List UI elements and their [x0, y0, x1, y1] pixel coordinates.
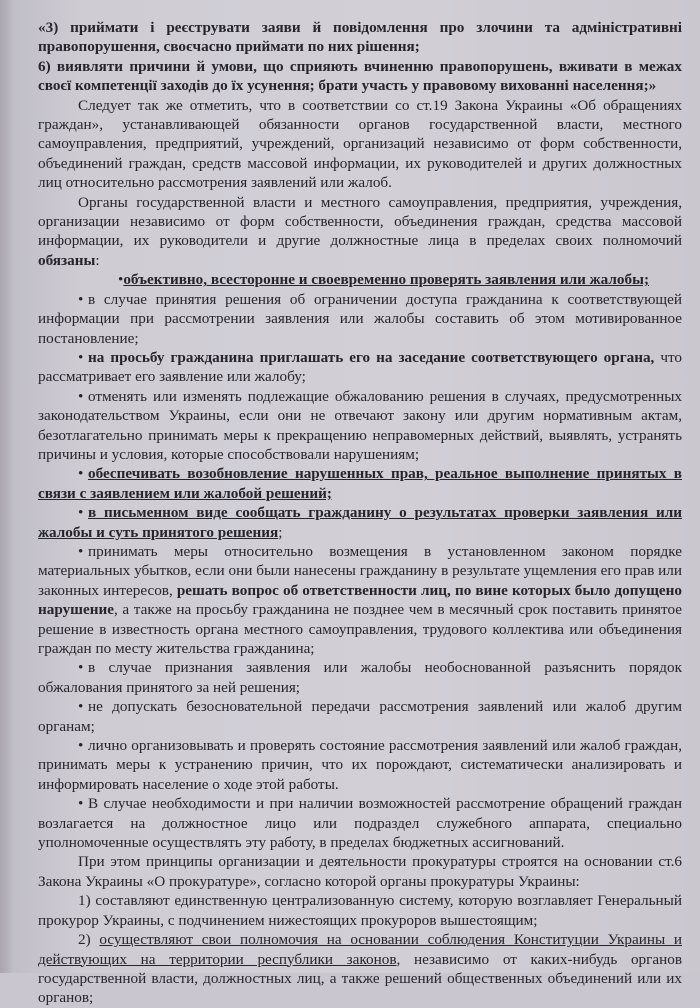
bullet-icon: •: [78, 387, 84, 405]
principle-item-2: [38, 930, 682, 1008]
obligations-colon: :: [95, 251, 100, 269]
bullet-text: В случае необходимости и при наличии возможностей рассмотрение обращений граждан возлагается на должностное лицо или подраздел служебного аппарата, специально уполномоченные осуществлять эту работу, в пределах бюджетных ассигнований.: [38, 795, 682, 852]
bullet-item-inform: [38, 503, 682, 542]
bullet-item-necessity: [38, 794, 682, 852]
paragraph-obligations-intro: [38, 193, 682, 271]
bullet-text: лично организовывать и проверять состояние рассмотрения заявлений или жалоб граждан, принимать меры к устранению причин, что их порождают, систематически анализировать и информировать население о ходе этой работы.: [38, 737, 682, 793]
bullet-text-end: ;: [278, 523, 283, 541]
bullet-item-damages: [38, 542, 682, 658]
obligations-keyword: обязаны: [38, 251, 96, 269]
bullet-text-bold: на просьбу гражданина приглашать его на заседание соответствующего органа,: [88, 348, 655, 366]
bullet-text: отменять или изменять подлежащие обжалованию решения в случаях, предусмотренных законодательством Украины, если они не отвечают закону или другим нормативным актам, безотлагательно принимать меры к прекращению неправомерных действий, выявлять, устранять причины и условия, которые способствовали нарушениям;: [38, 387, 682, 463]
bullet-text-cont: , а также на просьбу гражданина не позднее чем в месячный срок поставить принятое решение в известность органа местного самоуправления, трудового коллектива или объединения граждан по месту жительства гражданина;: [38, 601, 682, 657]
bullet-icon: •: [118, 271, 124, 289]
quote-item-3: «3) приймати і реєструвати заяви й повідомлення про злочини та адміністративні правопорушення, своєчасно приймати по них рішення;: [38, 19, 682, 56]
bullet-text: объективно, всесторонне и своевременно проверять заявления или жалобы;: [123, 271, 650, 289]
paragraph-prosecutor-principles: При этом принципы организации и деятельности прокуратуры строятся на основании ст.6 Закона Украины «О прокуратуре», согласно которой органы прокуратуры Украины:: [38, 853, 682, 890]
bullet-text: что рассматривает его заявление или жалобу;: [38, 348, 683, 386]
bullet-item-restore: [38, 464, 682, 503]
principle-item-1: 1) составляют единственную централизованную систему, которую возглавляет Генеральный прокурор Украины, с подчинением нижестоящих прокуроров вышестоящим;: [38, 892, 682, 929]
bullet-item-cancel: [38, 387, 682, 465]
bullet-icon: •: [78, 504, 84, 522]
bullet-icon: •: [78, 542, 84, 560]
bullet-text-bold: решать вопрос об ответственности лиц, по вине которых было допущено нарушение: [38, 581, 682, 619]
obligations-intro-text: Органы государственной власти и местного самоуправления, предприятия, учреждения, организации независимо от форм собственности, объединения граждан, средства массовой информации, их руководители и другие должностные лица в пределах своих полномочий: [38, 193, 682, 250]
bullet-item-transfer: [38, 697, 682, 736]
paragraph-article-19: Следует так же отметить, что в соответствии со ст.19 Закона Украины «Об обращениях граждан», устанавливающей обязанности органов государственной власти, местного самоуправления, предприятий, учреждений, организаций независимо от форм собственности, объединений граждан, средств массовой информации, их руководителей и других должностных лиц относительно рассмотрения заявлений или жалоб.: [38, 96, 682, 192]
bullet-item-unfounded: [38, 658, 682, 697]
bullet-text: в письменном виде сообщать гражданину о результатах проверки заявления или жалобы и суть принятого решения: [38, 504, 682, 541]
bullet-icon: •: [78, 290, 84, 308]
bullet-text: в случае принятия решения об ограничении доступа гражданина к соответствующей информации при рассмотрении заявления или жалобы составить об этом мотивированное постановление;: [38, 290, 682, 347]
principle-underlined: осуществляют свои полномочия на основании соблюдения Конституции Украины и действующих на территории республики законов: [38, 931, 682, 968]
bullet-icon: •: [78, 698, 84, 716]
bullet-icon: •: [78, 348, 84, 366]
bullet-text: обеспечивать возобновление нарушенных прав, реальное выполнение принятых в связи с заявлением или жалобой решений;: [38, 465, 682, 502]
bullet-item-invite: [38, 348, 682, 387]
bullet-icon: •: [78, 659, 84, 677]
quote-item-6: 6) виявляти причини й умови, що сприяють вчиненню правопорушень, вживати в межах своєї компетенції заходів до їх усунення; брати участь у правовому вихованні населення;»: [38, 57, 682, 95]
bullet-item-check: [38, 270, 682, 289]
principle-rest: , независимо от каких-нибудь органов государственной власти, должностных лиц, а также решений общественных объединений или их органов;: [38, 950, 682, 1007]
bullet-item-restriction: [38, 290, 682, 348]
bullet-icon: •: [78, 465, 84, 483]
bullet-icon: •: [78, 795, 84, 813]
bullet-text: не допускать безосновательной передачи рассмотрения заявлений или жалоб другим органам;: [38, 698, 682, 735]
bullet-text: в случае признания заявления или жалобы необоснованной разъяснить порядок обжалования принятого за ней решения;: [38, 659, 682, 696]
bullet-icon: •: [78, 737, 84, 755]
bullet-text: принимать меры относительно возмещения в установленном законом порядке материальных убытков, если они были нанесены гражданину в результате ущемления его прав или законных интересов,: [38, 542, 682, 599]
bullet-item-organize: [38, 736, 682, 794]
principle-number: 2): [78, 931, 100, 949]
